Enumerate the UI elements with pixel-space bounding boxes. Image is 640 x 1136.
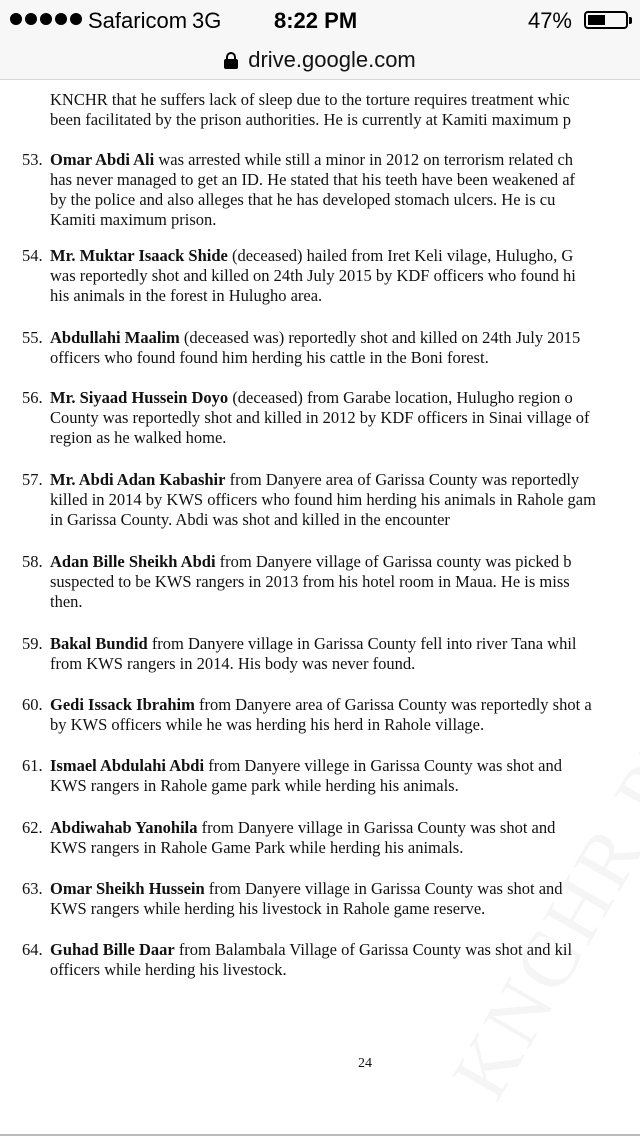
text-content: from Danyere village in Garissa County was shot and	[197, 818, 556, 837]
list-item-number: 61.	[22, 756, 43, 775]
network-type: 3G	[192, 8, 222, 33]
text-content: County was reportedly shot and killed in 2012 by KDF officers in Sinai village of	[50, 408, 590, 427]
list-item-number: 54.	[22, 246, 43, 265]
list-item-number: 58.	[22, 552, 43, 571]
text-content: has never managed to get an ID. He stated that his teeth have been weakened af	[50, 170, 576, 189]
status-bar	[0, 0, 640, 40]
text-content: from Danyere area of Garissa County was reportedly shot a	[194, 695, 592, 714]
person-name: Gedi Issack Ibrahim	[50, 695, 195, 714]
text-content: was arrested while still a minor in 2012 on terrorism related ch	[154, 150, 574, 169]
text-content: then.	[50, 592, 83, 611]
person-name: Mr. Muktar Isaack Shide	[50, 246, 228, 265]
text-content: officers while herding his livestock.	[50, 960, 287, 979]
status-time: 8:22 PM	[274, 8, 358, 33]
person-name: Abdullahi Maalim	[50, 328, 180, 347]
text-content: from Danyere area of Garissa County was reportedly	[225, 470, 580, 489]
list-item-number: 63.	[22, 879, 43, 898]
text-content: from Danyere village in Garissa County fell into river Tana whil	[147, 634, 577, 653]
person-name: Mr. Abdi Adan Kabashir	[50, 470, 226, 489]
person-name: Mr. Siyaad Hussein Doyo	[50, 388, 229, 407]
page-number: 24	[358, 1056, 372, 1071]
text-content: (deceased was) reportedly shot and killed on 24th July 2015	[179, 328, 581, 347]
person-name: Omar Sheikh Hussein	[50, 879, 205, 898]
signal-strength-icon	[10, 13, 82, 25]
list-item-number: 62.	[22, 818, 43, 837]
person-name: Omar Abdi Ali	[50, 150, 155, 169]
document-page[interactable]	[0, 82, 640, 1136]
text-content: from Danyere village in Garissa County was shot and	[204, 879, 563, 898]
text-content: KWS rangers in Rahole Game Park while herding his animals.	[50, 838, 464, 857]
list-item-number: 59.	[22, 634, 43, 653]
list-item-number: 53.	[22, 150, 43, 169]
person-name: Bakal Bundid	[50, 634, 148, 653]
address-bar[interactable]	[0, 40, 640, 80]
text-content: officers who found found him herding his cattle in the Boni forest.	[50, 348, 489, 367]
text-content: was reportedly shot and killed on 24th July 2015 by KDF officers who found hi	[50, 266, 576, 285]
text-content: KWS rangers in Rahole game park while herding his animals.	[50, 776, 459, 795]
battery-percentage: 47%	[527, 8, 572, 33]
carrier-name: Safaricom	[88, 8, 188, 33]
text-content: (deceased) hailed from Iret Keli vilage, Hulugho, G	[227, 246, 574, 265]
text-content: (deceased) from Garabe location, Hulugho region o	[228, 388, 573, 407]
list-item-number: 56.	[22, 388, 43, 407]
text-content: from Danyere villege in Garissa County was shot and	[204, 756, 562, 775]
text-content: in Garissa County. Abdi was shot and killed in the encounter	[50, 510, 450, 529]
person-name: Adan Bille Sheikh Abdi	[50, 552, 216, 571]
text-content: KNCHR that he suffers lack of sleep due to the torture requires treatment whic	[50, 90, 570, 109]
person-name: Guhad Bille Daar	[50, 940, 175, 959]
text-content: killed in 2014 by KWS officers who found him herding his animals in Rahole gam	[50, 490, 596, 509]
lock-icon	[224, 52, 238, 68]
battery-icon	[584, 11, 628, 29]
text-content: Kamiti maximum prison.	[50, 210, 217, 229]
list-item-number: 57.	[22, 470, 43, 489]
text-content: by the police and also alleges that he has developed stomach ulcers. He is cu	[50, 190, 556, 209]
url-text[interactable]: drive.google.com	[248, 46, 416, 72]
list-item-number: 60.	[22, 695, 43, 714]
text-content: been facilitated by the prison authorities. He is currently at Kamiti maximum p	[50, 110, 571, 129]
list-item-number: 55.	[22, 328, 43, 347]
person-name: Ismael Abdulahi Abdi	[50, 756, 205, 775]
text-content: from KWS rangers in 2014. His body was never found.	[50, 654, 416, 673]
list-item-number: 64.	[22, 940, 43, 959]
text-content: KWS rangers while herding his livestock in Rahole game reserve.	[50, 899, 486, 918]
text-content: by KWS officers while he was herding his herd in Rahole village.	[50, 715, 485, 734]
text-content: suspected to be KWS rangers in 2013 from his hotel room in Maua. He is miss	[50, 572, 570, 591]
text-content: region as he walked home.	[50, 428, 227, 447]
text-content: his animals in the forest in Hulugho area.	[50, 286, 323, 305]
text-content: from Balambala Village of Garissa County was shot and kil	[174, 940, 573, 959]
text-content: from Danyere village of Garissa county was picked b	[215, 552, 572, 571]
person-name: Abdiwahab Yanohila	[50, 818, 198, 837]
